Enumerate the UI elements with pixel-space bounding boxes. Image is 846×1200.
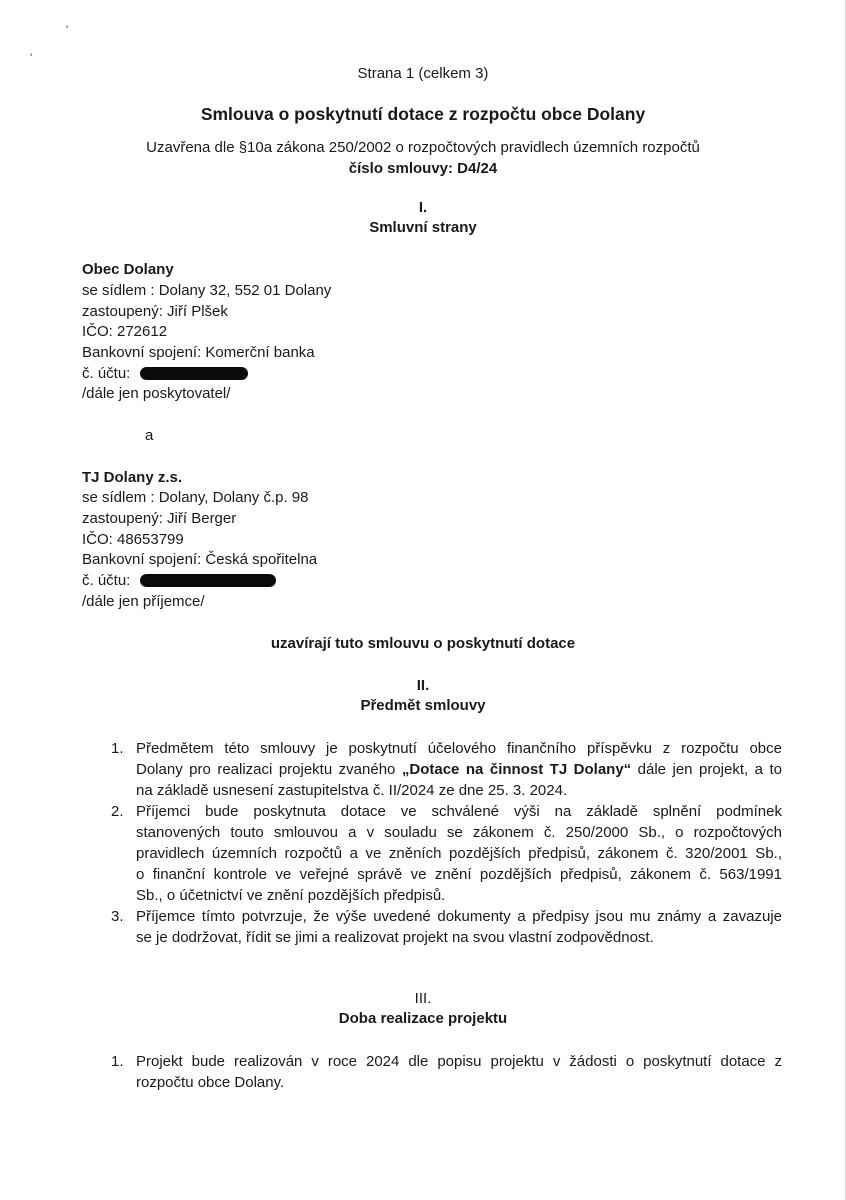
list-item-line: o finanční kontrole ve veřejné správě ve znění pozdějších předpisů, zákonem č. 563/1991 (136, 866, 782, 883)
and-connector: a (145, 427, 154, 444)
section-numeral: I. (418, 199, 428, 216)
section-heading: Smluvní strany (369, 219, 477, 236)
recipient-name: TJ Dolany z.s. (82, 469, 183, 486)
list-number: 1. (111, 740, 124, 757)
section-numeral: III. (414, 990, 432, 1007)
list-item-line: Předmětem této smlouvy je poskytnutí účelového finančního příspěvku z rozpočtu obce (136, 740, 782, 757)
list-item-line: Příjemci bude poskytnuta dotace ve schválené výši na základě splnění podmínek (136, 803, 782, 820)
recipient-ico: IČO: 48653799 (82, 531, 184, 548)
provider-ico: IČO: 272612 (82, 323, 168, 340)
list-item-line: stanovených touto smlouvou a v souladu se zákonem č. 250/2000 Sb., o rozpočtových (136, 824, 782, 841)
provider-role: /dále jen poskytovatel/ (82, 385, 231, 402)
list-item-line: se je dodržovat, řídit se jimi a realizovat projekt na svou vlastní zodpovědnost. (136, 929, 654, 946)
stray-mark: ' (66, 24, 69, 36)
redacted-account-number (140, 367, 248, 380)
conclusion-statement: uzavírají tuto smlouvu o poskytnutí dotace (270, 635, 576, 652)
text-segment: dále jen projekt, a to (637, 761, 782, 778)
section-heading: Doba realizace projektu (338, 1010, 508, 1027)
project-name: „Dotace na činnost TJ Dolany“ (401, 761, 632, 778)
list-number: 2. (111, 803, 124, 820)
list-item-line: Sb., o účetnictví ve znění pozdějších předpisů. (136, 887, 446, 904)
section-numeral: II. (416, 677, 430, 694)
document-title: Smlouva o poskytnutí dotace z rozpočtu obce Dolany (200, 104, 646, 124)
recipient-bank: Bankovní spojení: Česká spořitelna (82, 551, 318, 568)
provider-account-label: č. účtu: (82, 365, 131, 382)
provider-name: Obec Dolany (82, 261, 174, 278)
stray-mark: ' (30, 52, 33, 64)
list-item-line: Projekt bude realizován v roce 2024 dle popisu projektu v žádosti o poskytnutí dotace z (136, 1053, 782, 1070)
recipient-account-label: č. účtu: (82, 572, 131, 589)
list-item-line: rozpočtu obce Dolany. (136, 1074, 285, 1091)
list-number: 1. (111, 1053, 124, 1070)
list-item-line: na základě usnesení zastupitelstva č. II/2024 ze dne 25. 3. 2024. (136, 782, 568, 799)
recipient-seat: se sídlem : Dolany, Dolany č.p. 98 (82, 489, 309, 506)
provider-representative: zastoupený: Jiří Plšek (82, 303, 228, 320)
provider-seat: se sídlem : Dolany 32, 552 01 Dolany (82, 282, 332, 299)
list-item-line (136, 759, 782, 780)
list-number: 3. (111, 908, 124, 925)
list-item-line: Příjemce tímto potvrzuje, že výše uvedené dokumenty a předpisy jsou mu známy a zavazuje (136, 908, 782, 925)
text-segment: Dolany pro realizaci projektu zvaného (136, 761, 396, 778)
section-heading: Předmět smlouvy (360, 697, 486, 714)
recipient-role: /dále jen příjemce/ (82, 593, 205, 610)
page-label: Strana 1 (celkem 3) (357, 65, 489, 82)
redacted-account-number (140, 574, 276, 587)
contract-number: číslo smlouvy: D4/24 (348, 160, 498, 177)
list-item-line: pravidlech územních rozpočtů a ve zněních pozdějších předpisů, zákonem č. 320/2001 Sb., (136, 845, 782, 862)
recipient-representative: zastoupený: Jiří Berger (82, 510, 237, 527)
document-subtitle: Uzavřena dle §10a zákona 250/2002 o rozpočtových pravidlech územních rozpočtů (146, 139, 700, 156)
provider-bank: Bankovní spojení: Komerční banka (82, 344, 315, 361)
